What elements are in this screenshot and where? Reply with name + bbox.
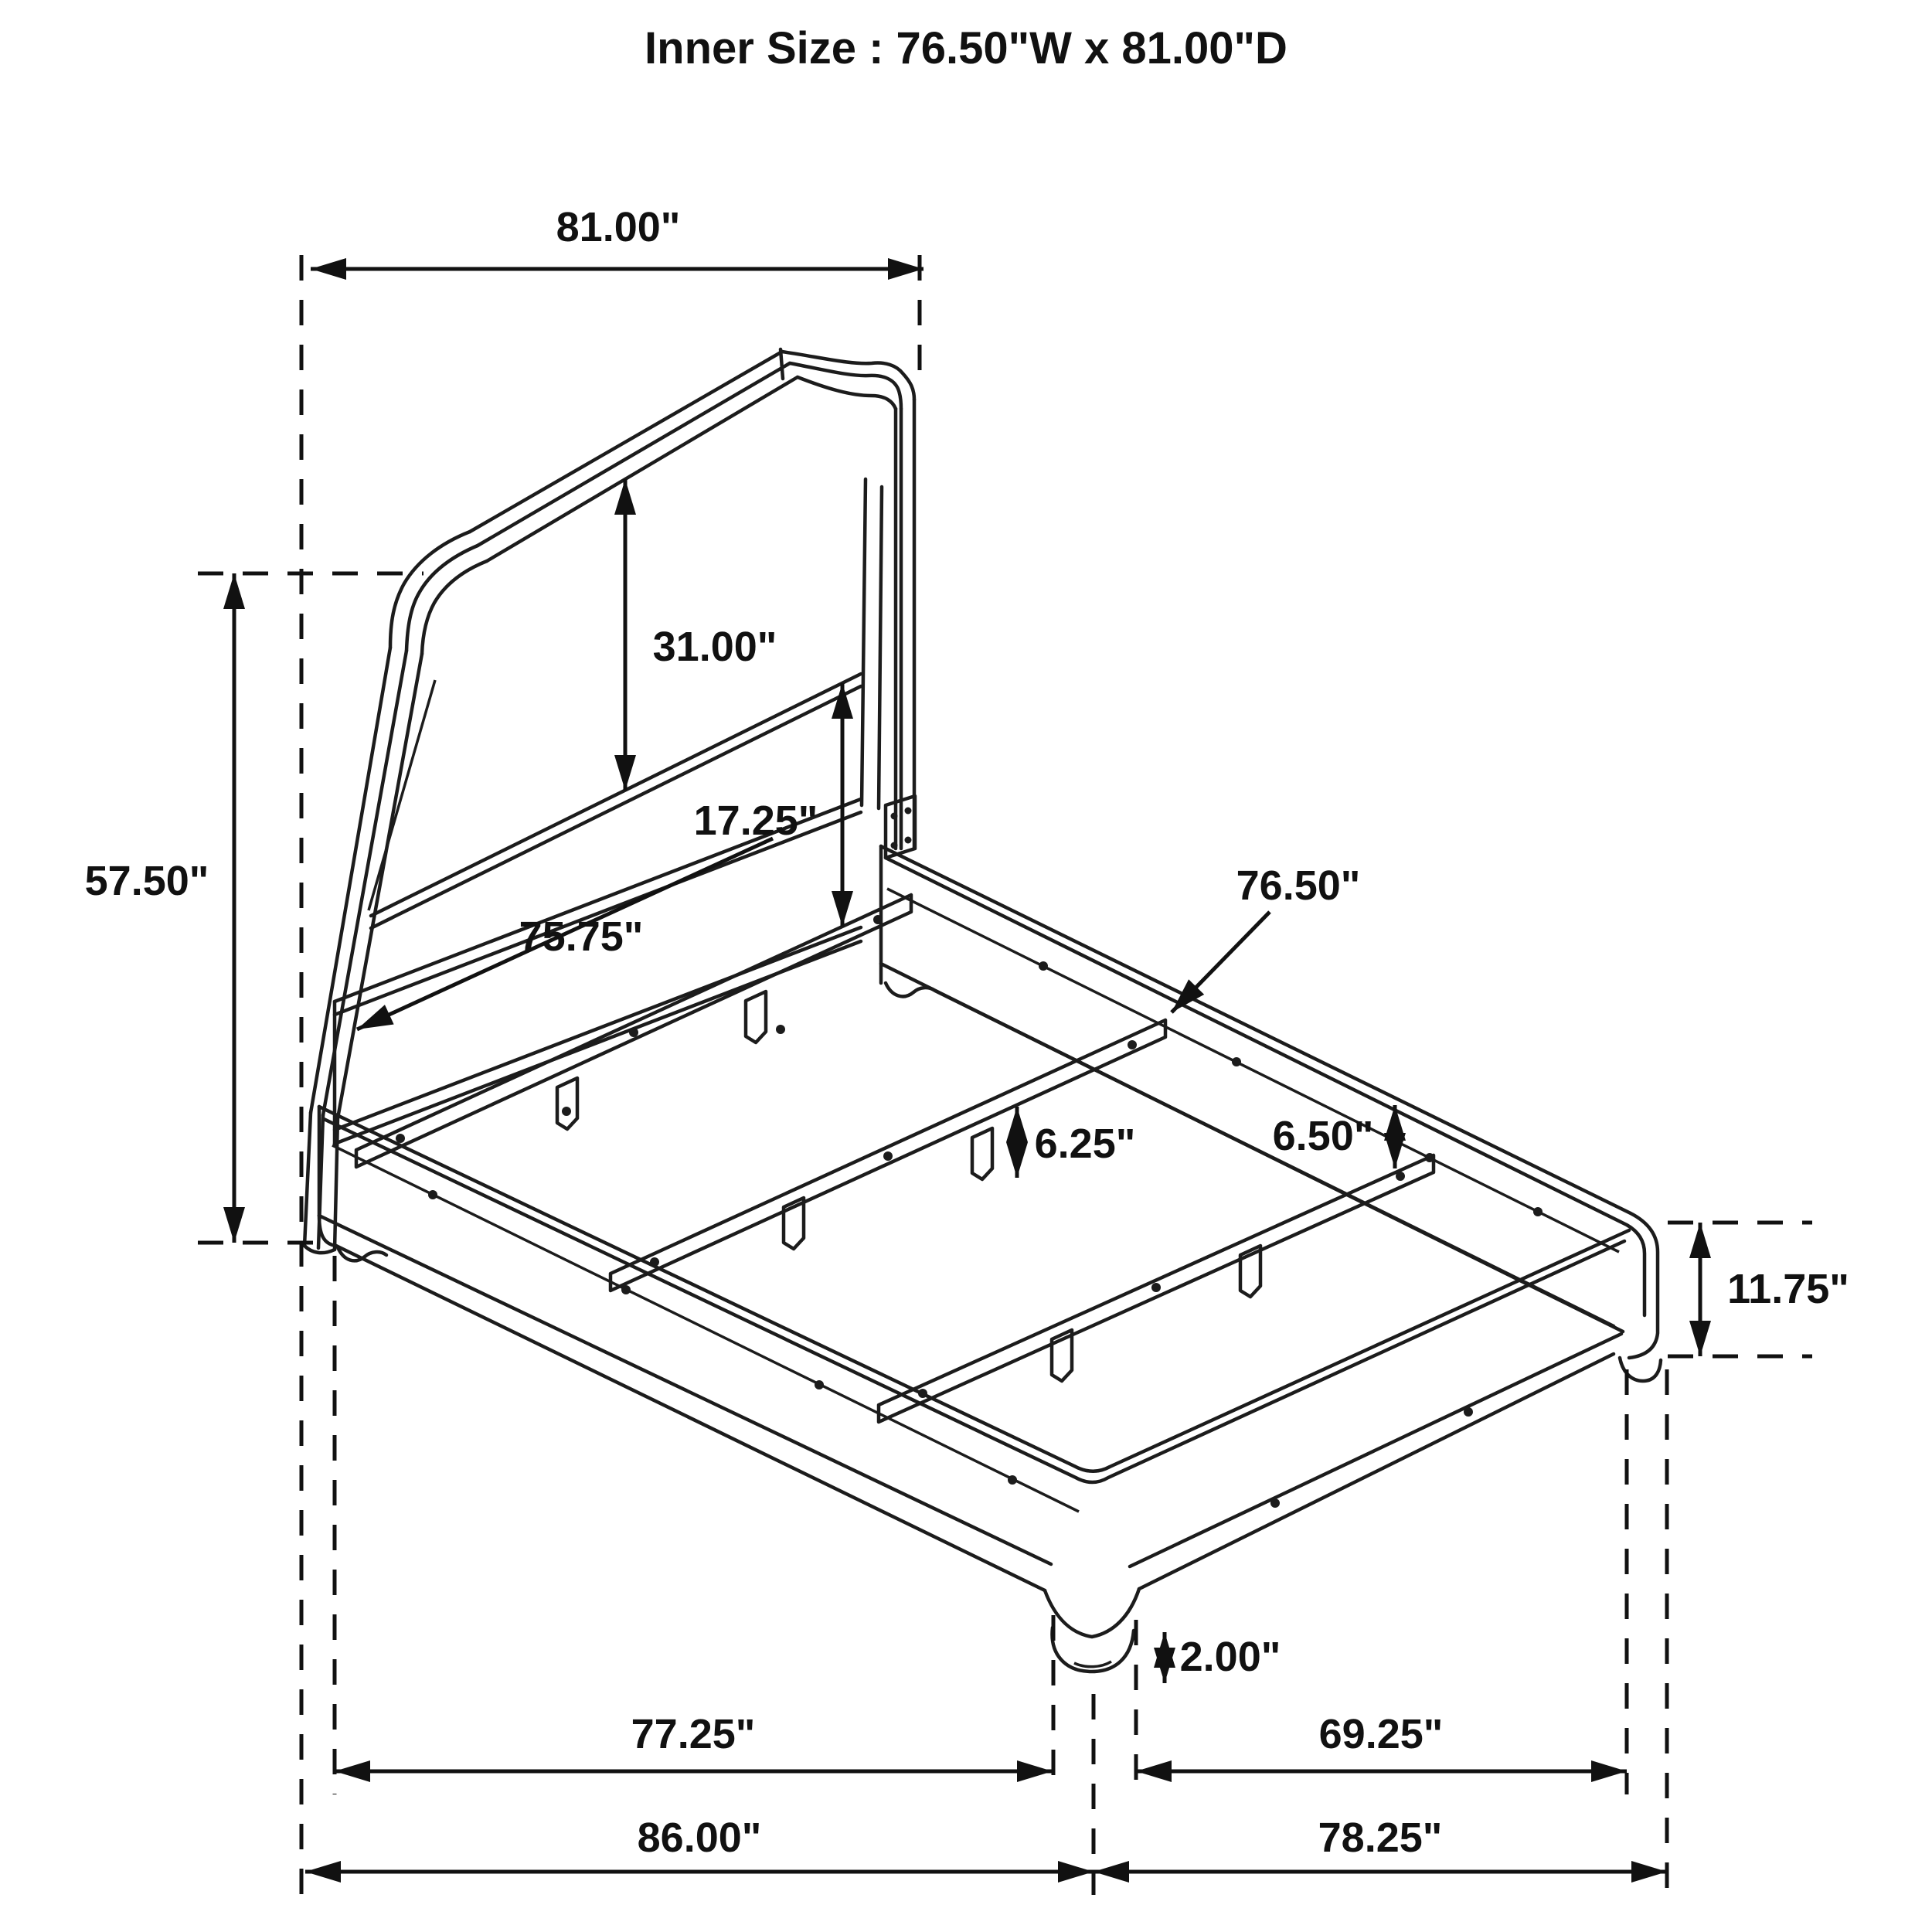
dim-label-slat-length: 76.50" — [1236, 862, 1361, 909]
leader-slat-length — [1172, 912, 1270, 1012]
headboard-drawing — [304, 349, 915, 1253]
dim-label-rail-to-slat: 6.50" — [1272, 1113, 1374, 1159]
bed-frame-base-drawing — [319, 846, 1661, 1672]
extension-lines — [198, 255, 1812, 1895]
dim-label-overall-depth: 86.00" — [637, 1815, 762, 1861]
dim-label-overall-width: 78.25" — [1318, 1815, 1443, 1861]
dim-label-lower-rail: 75.75" — [519, 913, 644, 960]
dim-label-panel-to-slat: 17.25" — [693, 798, 818, 844]
dimension-lines — [234, 269, 1700, 1872]
dim-label-total-height: 57.50" — [84, 858, 209, 904]
dim-label-foot-height: 2.00" — [1179, 1634, 1281, 1680]
dim-label-panel-height: 31.00" — [652, 624, 777, 670]
dimension-labels — [85, 204, 1849, 1861]
dim-label-inner-foot-span: 69.25" — [1318, 1711, 1444, 1757]
dim-label-inner-length: 77.25" — [631, 1711, 756, 1757]
diagram-title: Inner Size : 76.50"W x 81.00"D — [645, 23, 1287, 73]
dim-label-slat-leg: 6.25" — [1034, 1121, 1136, 1167]
dim-label-headboard-width: 81.00" — [556, 204, 681, 250]
dim-label-rail-height: 11.75" — [1727, 1266, 1849, 1312]
